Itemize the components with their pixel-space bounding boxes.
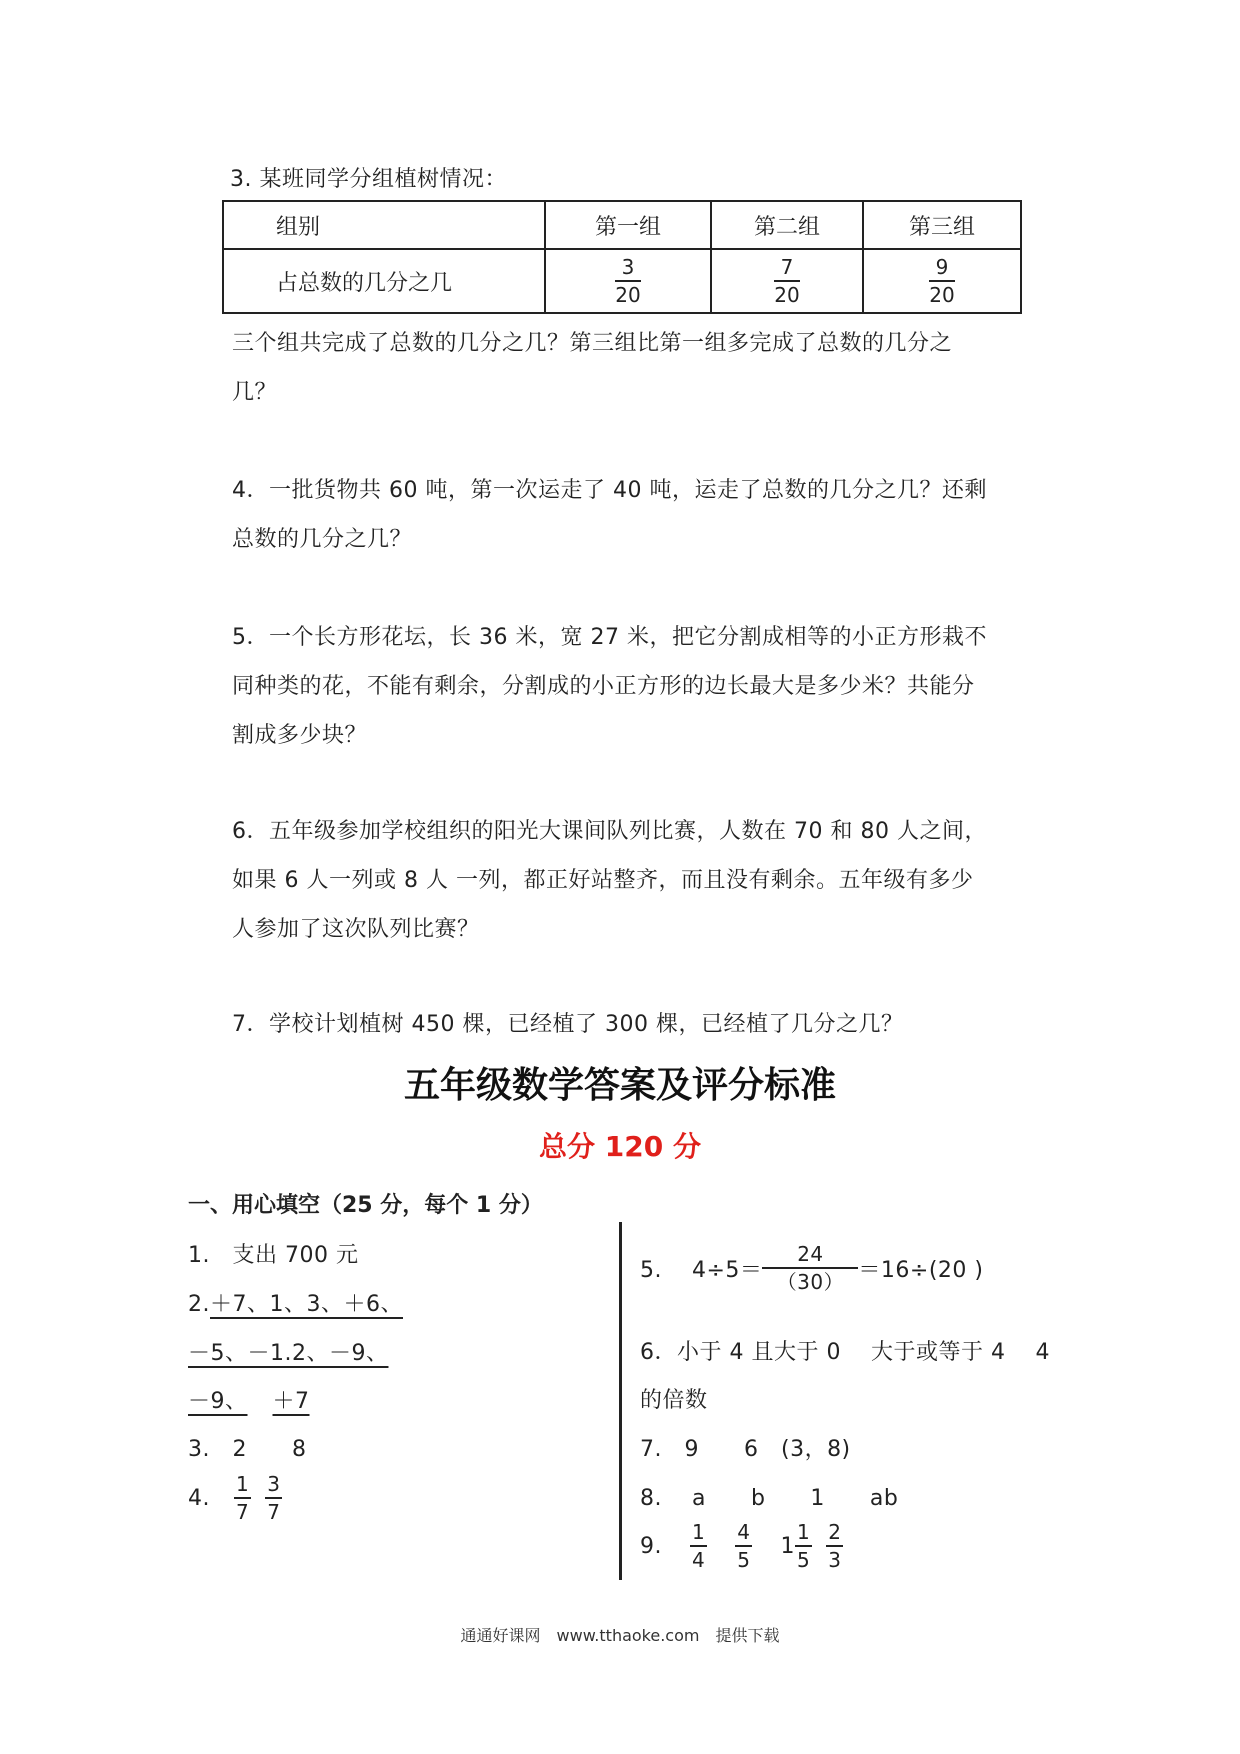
q6-line: 6．五年级参加学校组织的阳光大课间队列比赛，人数在 70 和 80 人之间， bbox=[232, 819, 987, 844]
answer-2-line2-row bbox=[188, 1336, 388, 1367]
answer-5-suffix: ＝16÷(20 ) bbox=[858, 1257, 984, 1283]
denominator: 20 bbox=[774, 283, 800, 307]
denominator: 20 bbox=[929, 283, 955, 307]
q5-line: 5．一个长方形花坛，长 36 米，宽 27 米，把它分割成相等的小正方形栽不 bbox=[232, 625, 987, 650]
answer-3: 3. 2 8 bbox=[188, 1437, 307, 1462]
answer-2 bbox=[188, 1287, 403, 1318]
numerator: 24 bbox=[797, 1242, 824, 1266]
column-divider bbox=[619, 1222, 622, 1580]
answer-5-prefix: 5. 4÷5＝ bbox=[640, 1257, 763, 1283]
table-header-cell: 第二组 bbox=[711, 201, 863, 249]
numerator: 2 bbox=[828, 1520, 842, 1544]
numerator: 1 bbox=[692, 1520, 706, 1544]
q3-question-line: 几？ bbox=[232, 380, 278, 405]
footer-text: 通通好课网 www.tthaoke.com 提供下载 bbox=[460, 1626, 780, 1645]
denominator: 7 bbox=[267, 1500, 281, 1524]
denominator: 3 bbox=[828, 1548, 842, 1572]
table-header-cell: 第一组 bbox=[545, 201, 711, 249]
q4-line: 总数的几分之几？ bbox=[232, 527, 413, 552]
fraction bbox=[774, 257, 799, 305]
answer-9 bbox=[640, 1522, 843, 1570]
answer-5 bbox=[640, 1244, 984, 1292]
fraction-cell bbox=[863, 249, 1021, 313]
denominator: 20 bbox=[615, 283, 641, 307]
total-score: 总分 120 分 bbox=[539, 1130, 701, 1163]
fraction bbox=[615, 257, 640, 305]
fraction bbox=[795, 1522, 812, 1570]
numerator: 3 bbox=[267, 1472, 281, 1496]
numerator: 4 bbox=[737, 1520, 751, 1544]
fraction-cell bbox=[545, 249, 711, 313]
answer-6-line1: 6．小于 4 且大于 0 大于或等于 4 4 bbox=[640, 1340, 1050, 1365]
answer-7: 7. 9 6 (3，8) bbox=[640, 1437, 851, 1462]
numerator: 3 bbox=[621, 255, 635, 279]
answer-2-line3a: －9、 bbox=[188, 1389, 248, 1414]
fraction-cell bbox=[711, 249, 863, 313]
numerator: 9 bbox=[935, 255, 949, 279]
answer-1: 1. 支出 700 元 bbox=[188, 1243, 359, 1268]
denominator: 7 bbox=[236, 1500, 250, 1524]
answer-2-line3b: ＋7 bbox=[272, 1389, 310, 1414]
numerator: 1 bbox=[236, 1472, 250, 1496]
numerator: 7 bbox=[780, 255, 794, 279]
fraction bbox=[826, 1522, 843, 1570]
fraction bbox=[762, 1244, 858, 1292]
answer-6-line2: 的倍数 bbox=[640, 1388, 708, 1413]
planting-table bbox=[222, 200, 1022, 314]
answer-2-line1: ＋7、1、3、＋6、 bbox=[210, 1292, 403, 1317]
denominator: （30） bbox=[776, 1270, 845, 1294]
q3-intro: 3. 某班同学分组植树情况： bbox=[230, 167, 507, 192]
table-header-cell: 第三组 bbox=[863, 201, 1021, 249]
q5-line: 割成多少块？ bbox=[232, 723, 368, 748]
section-heading: 一、用心填空（25 分，每个 1 分） bbox=[188, 1193, 543, 1218]
fraction bbox=[690, 1522, 707, 1570]
fraction bbox=[265, 1474, 282, 1522]
answer-2-line2: －5、－1.2、－9、 bbox=[188, 1341, 389, 1366]
q4-line: 4．一批货物共 60 吨，第一次运走了 40 吨，运走了总数的几分之几？还剩 bbox=[232, 478, 987, 503]
table-header-cell: 组别 bbox=[223, 201, 545, 249]
answer-2-line3-row bbox=[188, 1384, 310, 1415]
row-label: 占总数的几分之几 bbox=[223, 249, 545, 313]
q3-question-line: 三个组共完成了总数的几分之几？第三组比第一组多完成了总数的几分之 bbox=[232, 331, 953, 356]
answer-4 bbox=[188, 1474, 282, 1522]
q7-line: 7．学校计划植树 450 棵，已经植了 300 棵，已经植了几分之几？ bbox=[232, 1012, 904, 1037]
answer-number: 2. bbox=[188, 1292, 210, 1317]
fraction bbox=[735, 1522, 752, 1570]
q5-line: 同种类的花，不能有剩余，分割成的小正方形的边长最大是多少米？共能分 bbox=[232, 674, 975, 699]
table-row bbox=[223, 249, 1021, 313]
table-header-row bbox=[223, 201, 1021, 249]
q6-line: 如果 6 人一列或 8 人 一列，都正好站整齐，而且没有剩余。五年级有多少 bbox=[232, 868, 974, 893]
denominator: 5 bbox=[796, 1548, 811, 1572]
mixed-number bbox=[780, 1522, 812, 1570]
answer-number: 9. bbox=[640, 1533, 662, 1559]
numerator: 1 bbox=[796, 1520, 811, 1544]
denominator: 4 bbox=[692, 1548, 706, 1572]
whole-part: 1 bbox=[780, 1533, 795, 1559]
denominator: 5 bbox=[737, 1548, 751, 1572]
q6-line: 人参加了这次队列比赛？ bbox=[232, 917, 480, 942]
fraction bbox=[234, 1474, 251, 1522]
answer-8: 8. a b 1 ab bbox=[640, 1486, 899, 1511]
fraction bbox=[929, 257, 954, 305]
answer-number: 4. bbox=[188, 1485, 210, 1511]
answers-title: 五年级数学答案及评分标准 bbox=[403, 1064, 836, 1106]
